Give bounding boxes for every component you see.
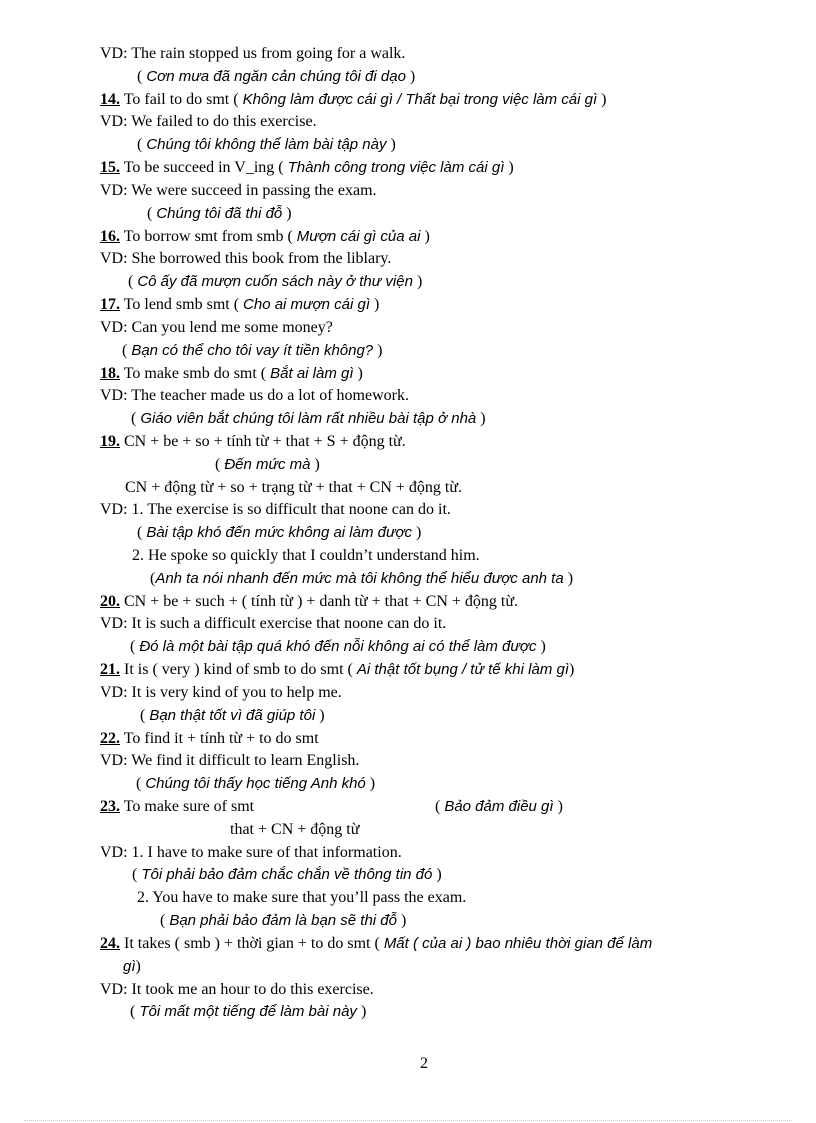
line-text: ) (397, 912, 407, 929)
translation-text: Tôi mất một tiếng để làm bài này (139, 1003, 357, 1020)
translation-text: Ai thật tốt bụng / tử tế khi làm gì (356, 661, 569, 678)
line-text: ) (420, 228, 430, 245)
line-text: ) (553, 798, 563, 815)
line-text: ) (282, 205, 292, 222)
translation-text: Anh ta nói nhanh đến mức mà tôi không thể hiểu được anh ta (155, 570, 564, 587)
line-text: ) (536, 638, 546, 655)
translation-text: Không làm được cái gì / Thất bại trong việc làm cái gì (242, 91, 598, 108)
translation-text: Đến mức mà (224, 456, 311, 473)
line-text: ) (476, 410, 486, 427)
line-text: 2. He spoke so quickly that I couldn’t understand him. (132, 547, 480, 564)
translation-text: Giáo viên bắt chúng tôi làm rất nhiều bài tập ở nhà (140, 410, 477, 427)
text-line (100, 933, 652, 955)
text-line (130, 636, 546, 658)
line-text: It is ( very ) kind of smb to do smt ( (120, 661, 357, 678)
translation-text: Bắt ai làm gì (270, 365, 354, 382)
line-text: ( (137, 136, 147, 153)
text-line (131, 408, 486, 430)
line-text: VD: 1. The exercise is so difficult that noone can do it. (100, 501, 451, 518)
text-line (100, 226, 430, 248)
text-line (100, 682, 342, 704)
line-text: ( (122, 342, 132, 359)
item-number: 21. (100, 661, 120, 678)
line-text: ( (130, 638, 140, 655)
translation-text: gì (123, 958, 136, 975)
translation-text: Bài tập khó đến mức không ai làm được (146, 524, 413, 541)
text-line (100, 979, 374, 1001)
item-number: 19. (100, 433, 120, 450)
line-text: To find it + tính từ + to do smt (120, 730, 319, 747)
line-text: ) (370, 296, 380, 313)
line-text: To make smb do smt ( (120, 365, 271, 382)
item-number: 20. (100, 593, 120, 610)
line-text: ) (365, 775, 376, 792)
line-text: VD: The teacher made us do a lot of homework. (100, 387, 409, 404)
item-number: 24. (100, 935, 120, 952)
text-line (230, 819, 359, 841)
line-text: 2. You have to make sure that you’ll pass the exam. (137, 889, 467, 906)
line-text: ) (315, 707, 325, 724)
line-text: ) (353, 365, 363, 382)
text-line (137, 522, 421, 544)
text-line (147, 203, 292, 225)
text-line (160, 910, 406, 932)
text-line (100, 89, 606, 111)
line-text: ) (432, 866, 442, 883)
text-line (100, 248, 391, 270)
line-text: ) (569, 661, 575, 678)
text-line (100, 317, 333, 339)
page-number: 2 (420, 1055, 428, 1072)
item-number: 18. (100, 365, 120, 382)
line-text: ) (412, 524, 422, 541)
translation-text: Chúng tôi thấy học tiếng Anh khó (145, 775, 366, 792)
line-text: VD: The rain stopped us from going for a walk. (100, 45, 406, 62)
text-line (100, 157, 514, 179)
line-text: ) (356, 1003, 367, 1020)
text-line (100, 180, 377, 202)
text-line (132, 864, 442, 886)
line-text: To fail to do smt ( (120, 91, 243, 108)
translation-text: Mượn cái gì của ai (296, 228, 421, 245)
translation-text: Bạn thật tốt vì đã giúp tôi (149, 707, 316, 724)
text-line (100, 363, 363, 385)
translation-text: Thành công trong việc làm cái gì (287, 159, 505, 176)
line-text: To borrow smt from smb ( (120, 228, 297, 245)
line-text: ( (150, 570, 156, 587)
line-text: CN + be + such + ( tính từ ) + danh từ + that + CN + động từ. (120, 593, 519, 610)
line-text: ( (130, 1003, 140, 1020)
text-line (123, 956, 141, 978)
line-text: ) (563, 570, 574, 587)
line-text: ) (504, 159, 514, 176)
text-line (150, 568, 573, 590)
translation-text: Cơn mưa đã ngăn cản chúng tôi đi dạo (146, 68, 406, 85)
line-text: VD: We find it difficult to learn English. (100, 752, 360, 769)
item-number: 17. (100, 296, 120, 313)
line-text: ( (215, 456, 225, 473)
line-text: ) (386, 136, 396, 153)
line-text: ) (135, 958, 141, 975)
text-line (100, 111, 317, 133)
line-text: ( (128, 273, 138, 290)
text-line (136, 773, 375, 795)
text-line (100, 43, 405, 65)
line-text: To lend smb smt ( (120, 296, 244, 313)
text-line (100, 385, 409, 407)
line-text: ( (435, 798, 445, 815)
translation-text: Bạn có thể cho tôi vay ít tiền không? (131, 342, 374, 359)
line-text: ( (137, 524, 147, 541)
text-line (435, 796, 563, 818)
text-line (100, 796, 254, 818)
line-text: VD: We failed to do this exercise. (100, 113, 317, 130)
line-text: VD: 1. I have to make sure of that information. (100, 844, 402, 861)
line-text: ) (405, 68, 416, 85)
line-text: ) (310, 456, 320, 473)
text-line (100, 613, 446, 635)
line-text: VD: We were succeed in passing the exam. (100, 182, 377, 199)
line-text: ) (412, 273, 423, 290)
translation-text: Đó là một bài tập quá khó đến nỗi không ai có thể làm được (139, 638, 537, 655)
translation-text: Cho ai mượn cái gì (243, 296, 370, 313)
line-text: VD: Can you lend me some money? (100, 319, 333, 336)
line-text: VD: She borrowed this book from the liblary. (100, 250, 392, 267)
line-text: CN + be + so + tính từ + that + S + động từ. (120, 433, 406, 450)
text-line (100, 591, 518, 613)
translation-text: Chúng tôi không thể làm bài tập này (146, 136, 387, 153)
line-text: VD: It is very kind of you to help me. (100, 684, 342, 701)
translation-text: Mất ( của ai ) bao nhiêu thời gian để làm (383, 935, 653, 952)
page-bottom-rule (24, 1120, 792, 1121)
text-line (140, 705, 325, 727)
text-line (125, 477, 462, 499)
line-text: VD: It took me an hour to do this exercise. (100, 981, 374, 998)
line-text: ) (597, 91, 607, 108)
line-text: that + CN + động từ (230, 821, 360, 838)
text-line (132, 545, 480, 567)
line-text: To make sure of smt (120, 798, 255, 815)
text-line (100, 750, 359, 772)
line-text: CN + động từ + so + trạng từ + that + CN + động từ. (125, 479, 463, 496)
text-line (100, 499, 451, 521)
translation-text: Cô ấy đã mượn cuốn sách này ở thư viện (137, 273, 413, 290)
line-text: ( (137, 68, 147, 85)
translation-text: Tôi phải bảo đảm chắc chắn về thông tin đó (141, 866, 433, 883)
line-text: To be succeed in V_ing ( (120, 159, 288, 176)
translation-text: Bảo đảm điều gì (444, 798, 554, 815)
text-line (215, 454, 320, 476)
item-number: 16. (100, 228, 120, 245)
line-text: ( (136, 775, 146, 792)
line-text: VD: It is such a difficult exercise that noone can do it. (100, 615, 447, 632)
text-line (100, 294, 379, 316)
line-text: ( (160, 912, 170, 929)
text-line (128, 271, 422, 293)
text-line (137, 887, 466, 909)
translation-text: Bạn phải bảo đảm là bạn sẽ thi đỗ (169, 912, 397, 929)
item-number: 22. (100, 730, 120, 747)
text-line (130, 1001, 366, 1023)
item-number: 14. (100, 91, 120, 108)
text-line (100, 728, 319, 750)
line-text: ( (131, 410, 141, 427)
text-line (137, 134, 396, 156)
text-line (100, 431, 406, 453)
translation-text: Chúng tôi đã thi đỗ (156, 205, 283, 222)
text-line (137, 66, 415, 88)
line-text: ) (373, 342, 383, 359)
text-line (122, 340, 382, 362)
item-number: 23. (100, 798, 120, 815)
item-number: 15. (100, 159, 120, 176)
text-line (100, 659, 574, 681)
text-line (100, 842, 402, 864)
line-text: ( (140, 707, 150, 724)
line-text: It takes ( smb ) + thời gian + to do smt ( (120, 935, 384, 952)
line-text: ( (147, 205, 157, 222)
line-text: ( (132, 866, 142, 883)
